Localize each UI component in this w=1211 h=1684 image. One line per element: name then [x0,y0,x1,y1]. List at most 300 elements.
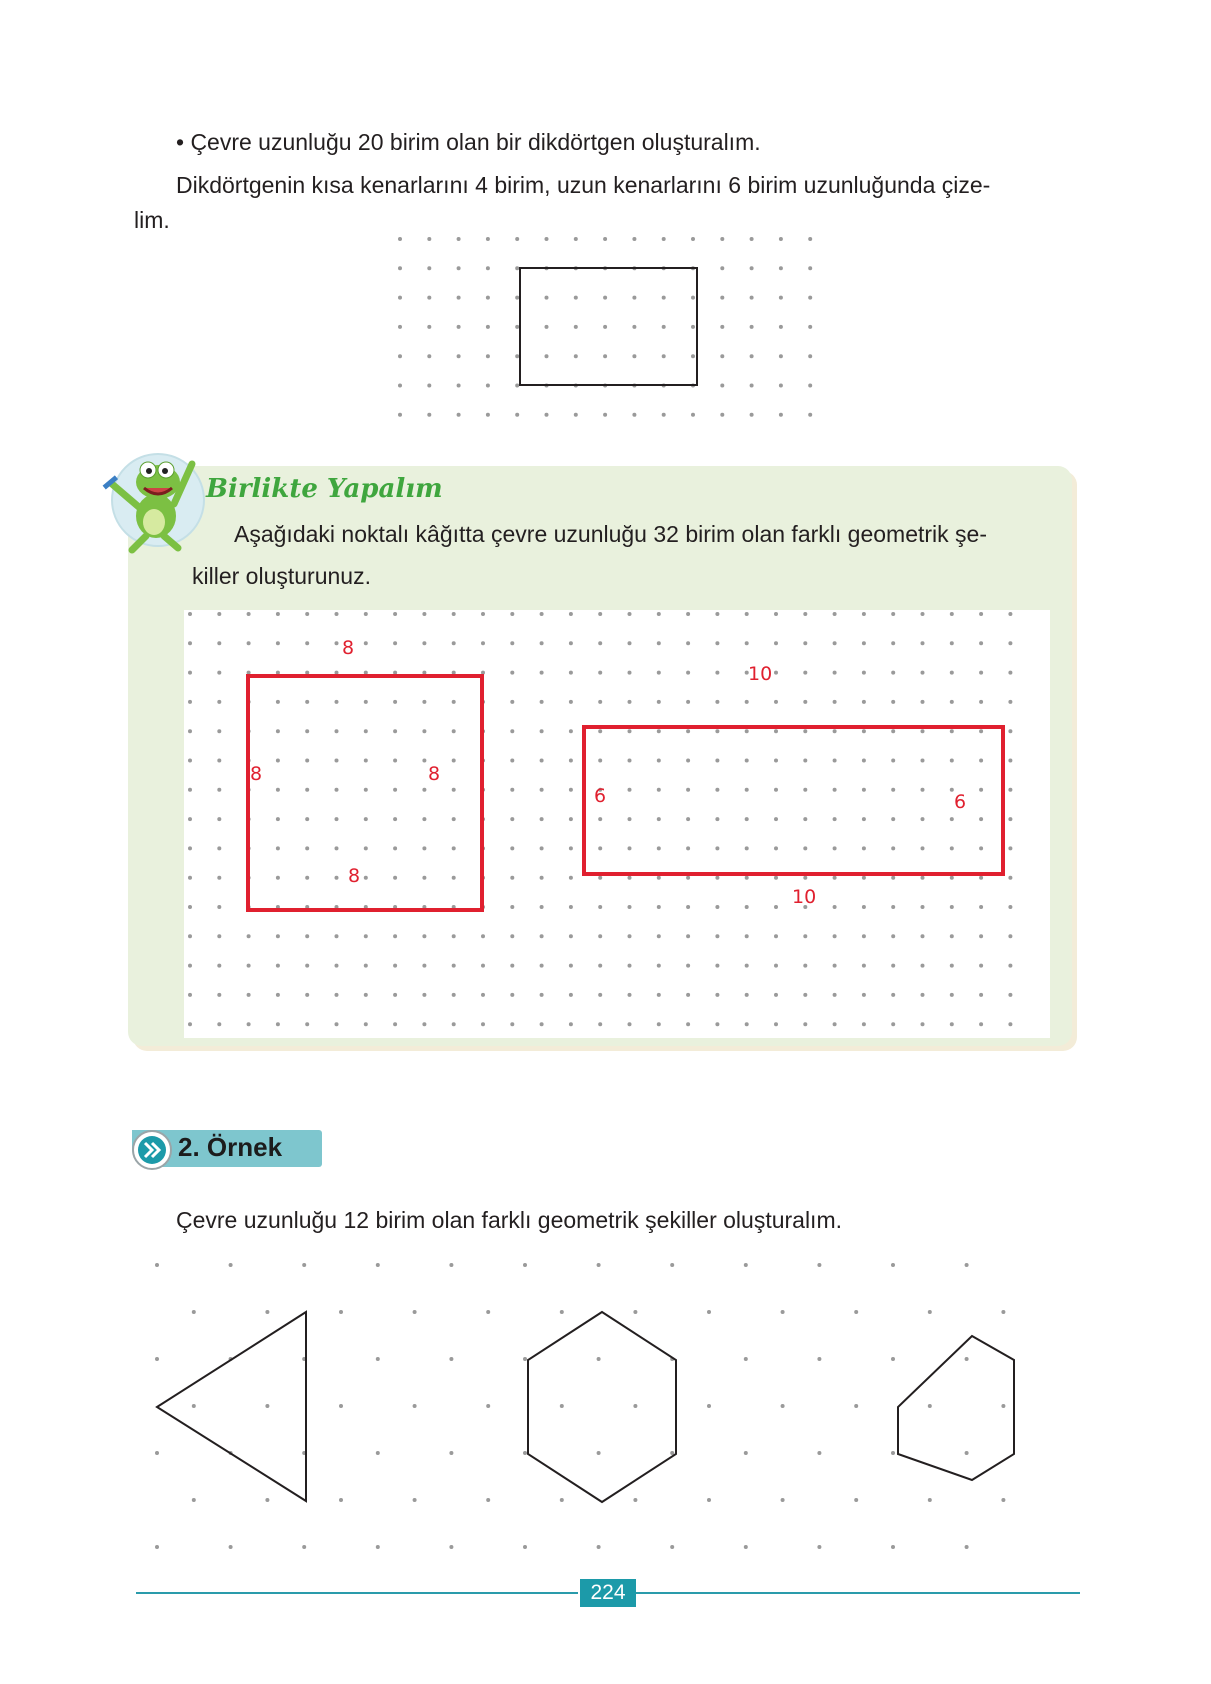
grid-dot [305,876,309,880]
grid-dot [481,964,485,968]
grid-dot [569,934,573,938]
grid-dot [393,641,397,645]
grid-dot [750,413,754,417]
grid-dot [662,237,666,241]
grid-dot [833,934,837,938]
grid-dot [715,846,719,850]
grid-dot [598,641,602,645]
grid-dot [779,325,783,329]
grid-dot [376,1357,380,1361]
grid-dot [305,934,309,938]
grid-dot [540,846,544,850]
grid-dot [779,384,783,388]
grid-dot [598,612,602,616]
grid-dot [928,1404,932,1408]
grid-dot [540,993,544,997]
grid-dot [854,1404,858,1408]
grid-dot [803,671,807,675]
grid-dot [393,788,397,792]
grid-dot [398,413,402,417]
grid-dot [398,296,402,300]
grid-dot [662,296,666,300]
grid-dot [305,817,309,821]
grid-dot [750,354,754,358]
grid-dot [720,384,724,388]
grid-dot [335,817,339,821]
grid-dot [481,641,485,645]
grid-dot [481,934,485,938]
grid-dot [862,788,866,792]
grid-dot [928,1310,932,1314]
grid-dot [486,296,490,300]
grid-dot [891,1022,895,1026]
grid-dot [452,759,456,763]
grid-dot [921,700,925,704]
grid-dot [545,413,549,417]
grid-dot [950,759,954,763]
grid-dot [486,1404,490,1408]
grid-dot [686,876,690,880]
grid-dot [808,384,812,388]
grid-dot [457,325,461,329]
grid-dot [715,876,719,880]
grid-dot [510,817,514,821]
grid-dot [744,1263,748,1267]
grid-dot [833,817,837,821]
grid-dot [305,788,309,792]
grid-dot [965,1263,969,1267]
grid-dot [745,993,749,997]
grid-dot [452,817,456,821]
grid-dot [817,1263,821,1267]
grid-dot [891,641,895,645]
grid-dot [276,612,280,616]
grid-dot [979,964,983,968]
grid-dot [574,413,578,417]
grid-dot [715,641,719,645]
grid-dot [188,817,192,821]
grid-dot [715,1022,719,1026]
grid-dot [540,729,544,733]
grid-dot [1008,671,1012,675]
grid-dot [715,700,719,704]
grid-dot [1008,612,1012,616]
grid-dot [422,729,426,733]
grid-dot [686,817,690,821]
grid-dot [540,1022,544,1026]
grid-dot [486,237,490,241]
isometric-dot-grid [140,1250,1060,1560]
grid-dot [744,1357,748,1361]
grid-dot [715,729,719,733]
grid-dot [452,788,456,792]
grid-dot [803,788,807,792]
grid-dot [891,700,895,704]
grid-dot [779,413,783,417]
grid-dot [1008,817,1012,821]
grid-dot [217,759,221,763]
grid-dot [510,876,514,880]
grid-dot [686,700,690,704]
grid-dot [862,817,866,821]
grid-dot [1008,788,1012,792]
grid-dot [217,993,221,997]
grid-dot [1008,993,1012,997]
grid-dot [745,759,749,763]
grid-dot [427,384,431,388]
grid-dot [486,384,490,388]
grid-dot [486,413,490,417]
grid-dot [217,964,221,968]
grid-dot [891,759,895,763]
grid-dot [686,1022,690,1026]
grid-dot [364,729,368,733]
grid-dot [662,325,666,329]
grid-dot [779,266,783,270]
grid-dot [452,934,456,938]
grid-dot [950,612,954,616]
grid-dot [891,817,895,821]
grid-dot [598,876,602,880]
grid-dot [422,964,426,968]
grid-dot [657,671,661,675]
grid-dot [891,1545,895,1549]
grid-dot [891,612,895,616]
grid-dot [921,934,925,938]
grid-dot [808,325,812,329]
grid-dot [979,846,983,850]
grid-dot [891,993,895,997]
grid-dot [781,1498,785,1502]
grid-dot [515,325,519,329]
grid-dot [657,846,661,850]
grid-dot [305,759,309,763]
grid-dot [744,1451,748,1455]
grid-dot [452,641,456,645]
grid-dot [862,641,866,645]
grid-dot [720,237,724,241]
grid-dot [457,237,461,241]
footer-line-right [636,1592,1080,1594]
grid-dot [921,671,925,675]
grid-dot [510,905,514,909]
grid-dot [413,1310,417,1314]
grid-dot [393,876,397,880]
grid-dot [862,905,866,909]
grid-dot [188,993,192,997]
grid-dot [603,413,607,417]
grid-dot [540,641,544,645]
grid-dot [155,1357,159,1361]
answer-square [248,676,482,910]
grid-dot [774,641,778,645]
grid-dot [393,612,397,616]
grid-dot [628,934,632,938]
pentagon-shape [898,1336,1014,1480]
grid-dot [188,876,192,880]
grid-dot [276,846,280,850]
grid-dot [628,788,632,792]
grid-dot [188,934,192,938]
grid-dot [569,876,573,880]
grid-dot [691,296,695,300]
grid-dot [750,266,754,270]
rectangle-right-label: 6 [954,791,967,813]
grid-dot [921,846,925,850]
grid-dot [715,964,719,968]
grid-dot [452,846,456,850]
grid-dot [662,354,666,358]
grid-dot [393,934,397,938]
grid-dot [427,354,431,358]
grid-dot [750,296,754,300]
grid-dot [302,1545,306,1549]
grid-dot [398,384,402,388]
grid-dot [229,1263,233,1267]
grid-dot [715,934,719,938]
grid-dot [628,729,632,733]
grid-dot [862,671,866,675]
grid-dot [707,1404,711,1408]
grid-dot [745,1022,749,1026]
grid-dot [510,641,514,645]
grid-dot [339,1310,343,1314]
grid-dot [335,788,339,792]
grid-dot [950,876,954,880]
grid-dot [247,1022,251,1026]
example-label: 2. Örnek [178,1132,283,1162]
grid-dot [598,817,602,821]
grid-dot [745,700,749,704]
grid-dot [745,817,749,821]
grid-dot [393,729,397,733]
grid-dot [545,237,549,241]
grid-dot [686,934,690,938]
grid-dot [515,266,519,270]
grid-dot [510,759,514,763]
grid-dot [921,788,925,792]
grid-dot [265,1498,269,1502]
grid-dot [398,354,402,358]
activity-text-line-1: Aşağıdaki noktalı kâğıtta çevre uzunluğu 32 birim olan farklı geometrik şe- [234,521,987,547]
grid-dot [854,1310,858,1314]
grid-dot [364,612,368,616]
grid-dot [335,964,339,968]
grid-dot [449,1357,453,1361]
grid-dot [779,354,783,358]
grid-dot [452,700,456,704]
grid-dot [364,641,368,645]
grid-dot [598,993,602,997]
grid-dot [569,612,573,616]
grid-dot [965,1451,969,1455]
grid-dot [603,354,607,358]
grid-dot [657,729,661,733]
grid-dot [510,700,514,704]
grid-dot [891,671,895,675]
grid-dot [632,354,636,358]
grid-dot [891,1263,895,1267]
grid-dot [686,671,690,675]
grid-dot [560,1404,564,1408]
grid-dot [540,759,544,763]
grid-dot [335,612,339,616]
grid-dot [393,1022,397,1026]
grid-dot [398,325,402,329]
grid-dot [515,237,519,241]
triangle-shape [157,1312,306,1501]
grid-dot [862,993,866,997]
grid-dot [515,354,519,358]
grid-dot [833,1022,837,1026]
grid-dot [803,817,807,821]
grid-dot [486,1310,490,1314]
grid-dot [803,641,807,645]
grid-dot [422,612,426,616]
grid-dot [707,1498,711,1502]
grid-dot [422,993,426,997]
grid-dot [833,671,837,675]
grid-dot [691,354,695,358]
grid-dot [364,1022,368,1026]
grid-dot [950,964,954,968]
grid-dot [862,934,866,938]
instruction-line-2: lim. [134,207,170,233]
square-top-label: 8 [342,637,355,659]
grid-dot [481,1022,485,1026]
grid-dot [217,729,221,733]
grid-dot [597,1545,601,1549]
grid-dot [155,1545,159,1549]
grid-dot [335,934,339,938]
grid-dot [979,876,983,880]
grid-dot [1008,759,1012,763]
grid-dot [376,1545,380,1549]
grid-dot [540,905,544,909]
grid-dot [691,237,695,241]
grid-dot [276,759,280,763]
grid-dot [921,817,925,821]
grid-dot [574,354,578,358]
grid-dot [422,934,426,938]
grid-dot [715,759,719,763]
grid-dot [628,759,632,763]
grid-dot [691,325,695,329]
grid-dot [774,846,778,850]
grid-dot [276,993,280,997]
grid-dot [862,612,866,616]
grid-dot [302,1263,306,1267]
grid-dot [833,700,837,704]
grid-dot [715,817,719,821]
grid-dot [950,1022,954,1026]
grid-dot [364,788,368,792]
grid-dot [276,964,280,968]
grid-dot [891,964,895,968]
grid-dot [1008,700,1012,704]
grid-dot [515,413,519,417]
grid-dot [750,325,754,329]
grid-dot [393,993,397,997]
grid-dot [188,759,192,763]
grid-dot [188,612,192,616]
grid-dot [657,788,661,792]
grid-dot [657,876,661,880]
grid-dot [481,612,485,616]
grid-dot [452,612,456,616]
grid-dot [950,934,954,938]
grid-dot [1008,876,1012,880]
grid-dot [276,700,280,704]
grid-dot [188,641,192,645]
grid-dot [603,237,607,241]
grid-dot [452,964,456,968]
grid-dot [720,325,724,329]
grid-dot [774,905,778,909]
grid-dot [774,934,778,938]
dotted-paper-answers [184,610,1050,1038]
grid-dot [603,296,607,300]
grid-dot [891,846,895,850]
activity-title: Birlikte Yapalım [206,474,443,504]
square-left-label: 8 [250,763,263,785]
grid-dot [393,759,397,763]
grid-dot [376,1451,380,1455]
grid-dot [247,612,251,616]
grid-dot [720,266,724,270]
grid-dot [376,1263,380,1267]
grid-dot [745,846,749,850]
grid-dot [393,817,397,821]
grid-dot [457,354,461,358]
grid-dot [540,964,544,968]
grid-dot [510,964,514,968]
grid-dot [217,641,221,645]
grid-dot [486,354,490,358]
grid-dot [598,729,602,733]
grid-dot [598,759,602,763]
grid-dot [335,729,339,733]
grid-dot [569,846,573,850]
grid-dot [229,1545,233,1549]
grid-dot [339,1404,343,1408]
grid-dot [510,729,514,733]
grid-dot [335,876,339,880]
grid-dot [598,700,602,704]
grid-dot [657,700,661,704]
grid-dot [449,1451,453,1455]
grid-dot [632,325,636,329]
grid-dot [774,876,778,880]
grid-dot [745,876,749,880]
grid-dot [628,905,632,909]
grid-dot [662,413,666,417]
grid-dot [803,612,807,616]
grid-dot [545,325,549,329]
grid-dot [217,788,221,792]
grid-dot [715,993,719,997]
grid-dot [979,759,983,763]
grid-dot [457,296,461,300]
grid-dot [817,1545,821,1549]
grid-dot [422,876,426,880]
grid-dot [657,1022,661,1026]
example-text: Çevre uzunluğu 12 birim olan farklı geometrik şekiller oluşturalım. [176,1207,843,1233]
grid-dot [192,1404,196,1408]
hexagon-shape [528,1312,676,1502]
grid-dot [774,1022,778,1026]
grid-dot [750,384,754,388]
